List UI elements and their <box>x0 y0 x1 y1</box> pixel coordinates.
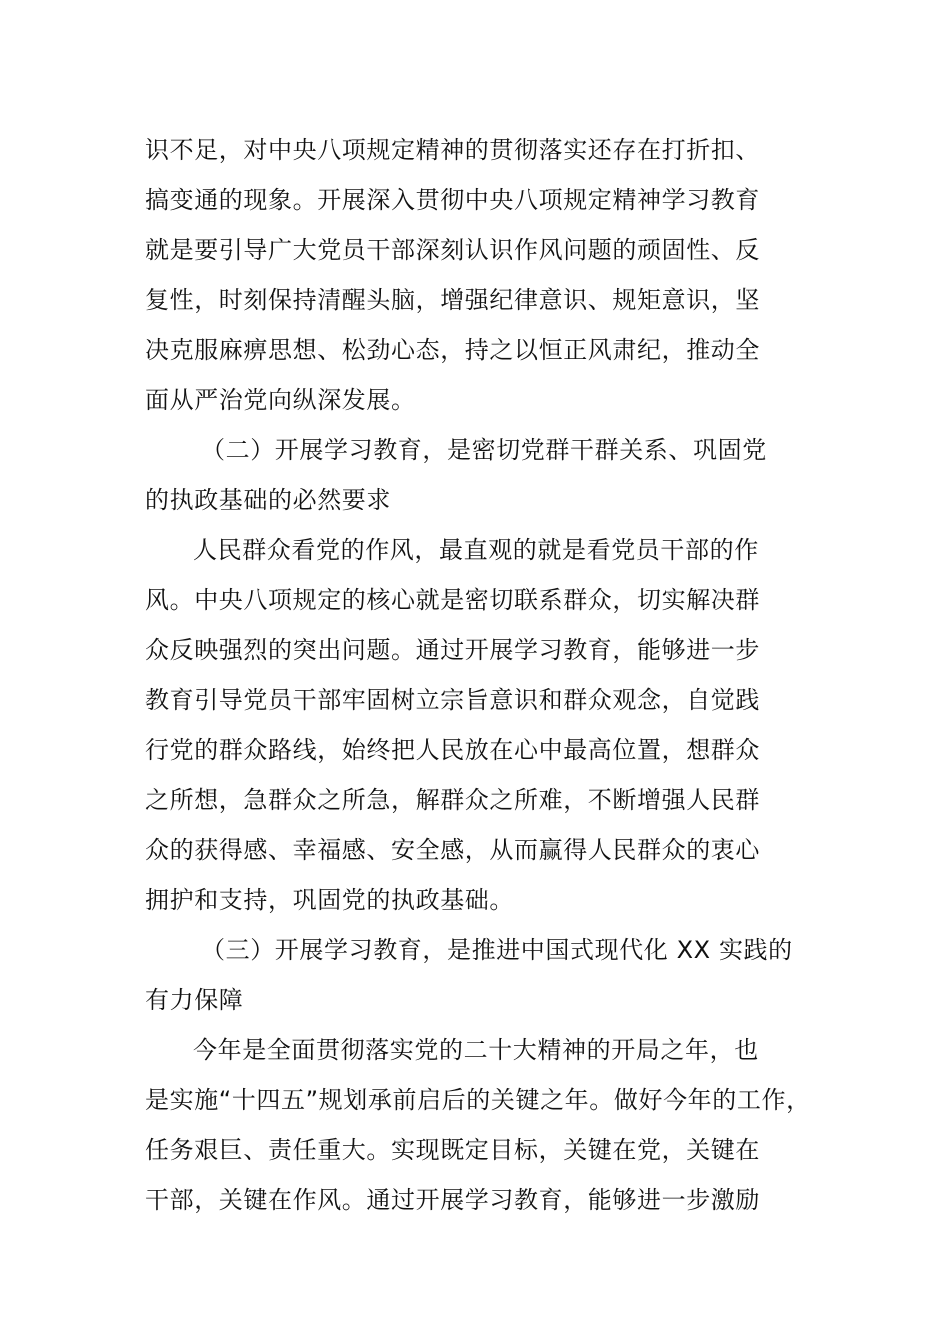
body-line: 行党的群众路线，始终把人民放在心中最高位置，想群众 <box>145 736 760 764</box>
body-line: 风。中央八项规定的核心就是密切联系群众，切实解决群 <box>145 586 760 614</box>
body-line: 决克服麻痹思想、松劲心态，持之以恒正风肃纪，推动全 <box>145 336 760 364</box>
section-heading-2-cont: 的执政基础的必然要求 <box>145 486 391 514</box>
body-line: 任务艰巨、责任重大。实现既定目标，关键在党，关键在 <box>145 1136 760 1164</box>
section-heading-2: （二）开展学习教育，是密切党群干群关系、巩固党 <box>201 436 767 464</box>
body-line: 众的获得感、幸福感、安全感，从而赢得人民群众的衷心 <box>145 836 760 864</box>
body-line: 识不足，对中央八项规定精神的贯彻落实还存在打折扣、 <box>145 136 760 164</box>
body-line: 干部，关键在作风。通过开展学习教育，能够进一步激励 <box>145 1186 760 1214</box>
paragraph-start: 今年是全面贯彻落实党的二十大精神的开局之年，也 <box>193 1036 759 1064</box>
document-body <box>145 125 835 1225</box>
section-heading-3-cont: 有力保障 <box>145 986 244 1014</box>
body-line: 面从严治党向纵深发展。 <box>145 386 416 414</box>
paragraph-start: 人民群众看党的作风，最直观的就是看党员干部的作 <box>193 536 759 564</box>
section-heading-3: （三）开展学习教育，是推进中国式现代化 XX 实践的 <box>201 936 793 964</box>
body-line: 就是要引导广大党员干部深刻认识作风问题的顽固性、反 <box>145 236 760 264</box>
body-line: 众反映强烈的突出问题。通过开展学习教育，能够进一步 <box>145 636 760 664</box>
body-line: 是实施“十四五”规划承前启后的关键之年。做好今年的工作， <box>145 1086 811 1114</box>
body-line: 搞变通的现象。开展深入贯彻中央八项规定精神学习教育 <box>145 186 760 214</box>
body-line: 教育引导党员干部牢固树立宗旨意识和群众观念，自觉践 <box>145 686 760 714</box>
body-line: 之所想，急群众之所急，解群众之所难，不断增强人民群 <box>145 786 760 814</box>
body-line: 复性，时刻保持清醒头脑，增强纪律意识、规矩意识，坚 <box>145 286 760 314</box>
body-line: 拥护和支持，巩固党的执政基础。 <box>145 886 514 914</box>
